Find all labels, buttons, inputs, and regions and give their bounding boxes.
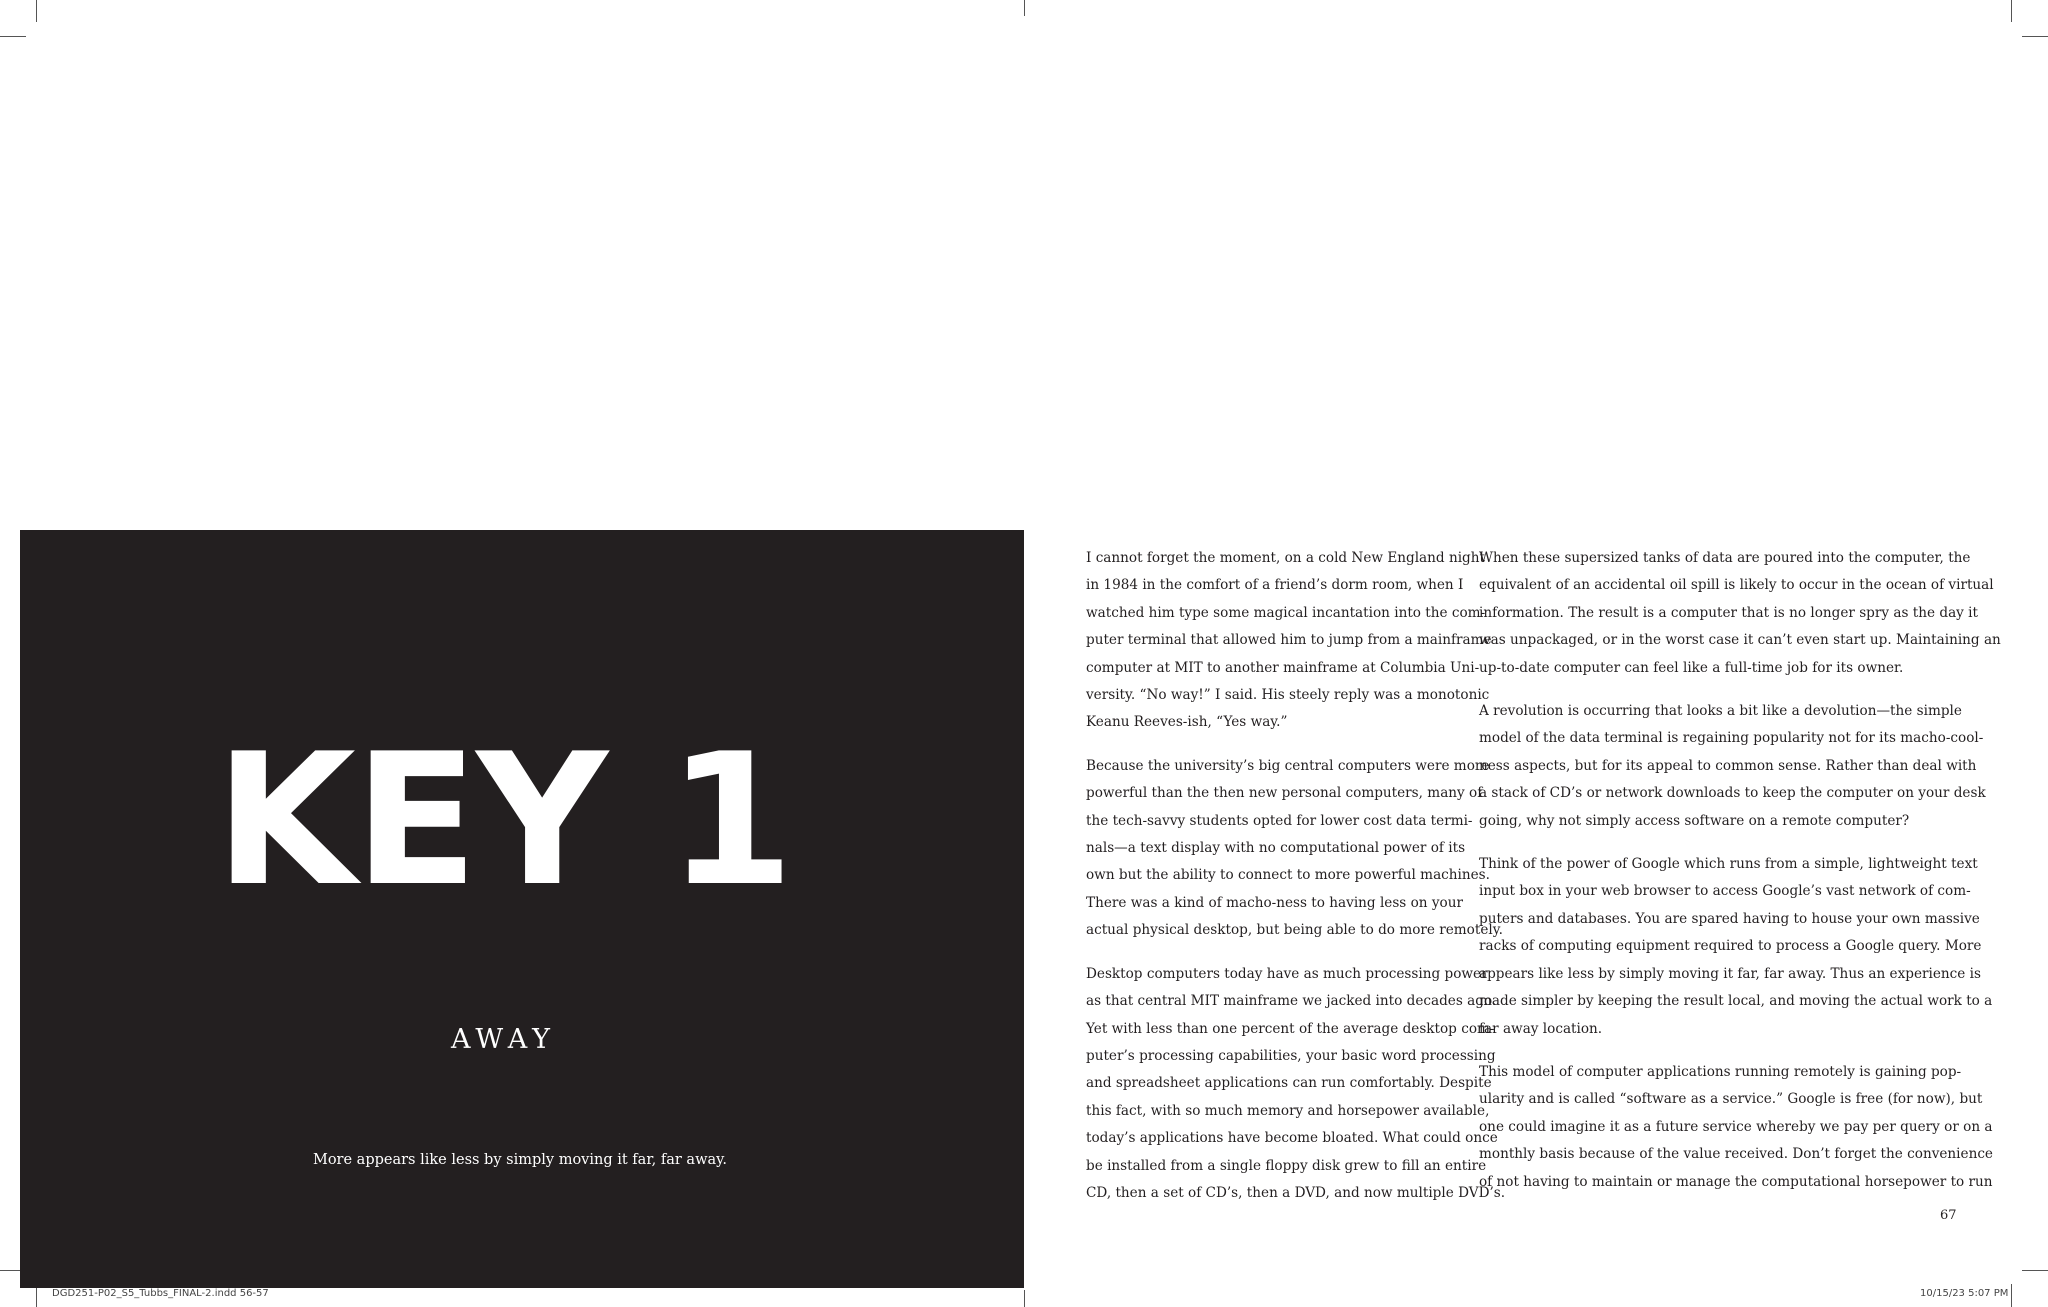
text-line: a stack of CD’s or network downloads to keep the computer on your desk: [1479, 785, 1986, 802]
page-number: 67: [1940, 1208, 1957, 1223]
text-line: puter’s processing capabilities, your basic word processing: [1086, 1047, 1496, 1064]
slug-timestamp: 10/15/23 5:07 PM: [1920, 1288, 2009, 1299]
text-line: CD, then a set of CD’s, then a DVD, and now multiple DVD’s.: [1086, 1184, 1506, 1201]
text-line: was unpackaged, or in the worst case it can’t even start up. Maintaining an: [1479, 632, 2001, 649]
text-line: nals—a text display with no computational power of its: [1086, 840, 1466, 857]
text-line: A revolution is occurring that looks a bit like a devolution—the simple: [1479, 703, 1962, 720]
text-line: input box in your web browser to access Google’s vast network of com-: [1479, 883, 1971, 900]
text-line: Desktop computers today have as much processing power: [1086, 965, 1488, 982]
crop-mark-bottom-right-h: [2022, 1270, 2048, 1271]
body-column-left: [1086, 545, 1506, 1223]
text-line: watched him type some magical incantation into the com-: [1086, 604, 1486, 621]
text-line: this fact, with so much memory and horsepower available,: [1086, 1102, 1490, 1119]
paragraph: [1479, 698, 1986, 835]
text-line: When these supersized tanks of data are poured into the computer, the: [1479, 550, 1971, 566]
key-title: KEY 1: [214, 714, 793, 926]
text-line: own but the ability to connect to more powerful machines.: [1086, 867, 1490, 884]
text-line: made simpler by keeping the result local, and moving the actual work to a: [1479, 993, 1993, 1010]
paragraph: [1479, 1059, 1993, 1196]
text-line: model of the data terminal is regaining popularity not for its macho-cool-: [1479, 730, 1984, 747]
paragraph: [1479, 545, 2001, 682]
text-line: the tech-savvy students opted for lower cost data termi-: [1086, 812, 1473, 829]
paragraph: [1086, 961, 1506, 1208]
text-line: Think of the power of Google which runs from a simple, lightweight text: [1479, 856, 1978, 873]
text-line: information. The result is a computer that is no longer spry as the day it: [1479, 604, 1978, 621]
text-line: equivalent of an accidental oil spill is likely to occur in the ocean of virtual: [1479, 577, 1994, 594]
text-line: ness aspects, but for its appeal to common sense. Rather than deal with: [1479, 757, 1977, 774]
slug-filename: DGD251-P02_S5_Tubbs_FINAL-2.indd 56-57: [52, 1288, 269, 1299]
text-line: There was a kind of macho-ness to having less on your: [1086, 894, 1463, 911]
paragraph: [1086, 753, 1503, 945]
crop-mark-top-right-h: [2022, 36, 2048, 37]
text-line: Yet with less than one percent of the average desktop com-: [1086, 1020, 1495, 1037]
text-line: This model of computer applications running remotely is gaining pop-: [1479, 1063, 1962, 1080]
text-line: today’s applications have become bloated. What could once: [1086, 1130, 1498, 1147]
text-line: computer at MIT to another mainframe at Columbia Uni-: [1086, 659, 1480, 676]
crop-mark-top-right-v: [2011, 0, 2012, 22]
text-line: powerful than the then new personal computers, many of: [1086, 785, 1483, 802]
crop-mark-top-center: [1024, 0, 1025, 16]
text-line: as that central MIT mainframe we jacked into decades ago.: [1086, 993, 1497, 1010]
text-line: Keanu Reeves-ish, “Yes way.”: [1086, 714, 1288, 731]
text-line: be installed from a single floppy disk grew to fill an entire: [1086, 1157, 1487, 1174]
text-line: one could imagine it as a future service whereby we pay per query or on a: [1479, 1118, 1993, 1135]
crop-mark-top-left-v: [36, 0, 37, 22]
key-subtitle: AWAY: [450, 1024, 557, 1055]
text-line: racks of computing equipment required to process a Google query. More: [1479, 938, 1982, 955]
text-line: Because the university’s big central computers were more: [1086, 757, 1490, 774]
text-line: versity. “No way!” I said. His steely reply was a monotonic: [1086, 687, 1490, 704]
crop-mark-top-left-h: [0, 36, 26, 37]
text-line: going, why not simply access software on a remote computer?: [1479, 812, 1910, 829]
paragraph: [1086, 545, 1492, 737]
body-column-right: [1479, 545, 2001, 1212]
text-line: puter terminal that allowed him to jump from a mainframe: [1086, 632, 1492, 649]
text-line: in 1984 in the comfort of a friend’s dorm room, when I: [1086, 577, 1464, 594]
text-line: of not having to maintain or manage the computational horsepower to run: [1479, 1173, 1993, 1190]
text-line: monthly basis because of the value received. Don’t forget the convenience: [1479, 1146, 1993, 1163]
paragraph: [1479, 851, 1993, 1043]
text-line: up-to-date computer can feel like a full-time job for its owner.: [1479, 659, 1904, 676]
text-line: actual physical desktop, but being able to do more remotely.: [1086, 922, 1503, 939]
text-line: ularity and is called “software as a service.” Google is free (for now), but: [1479, 1091, 1983, 1108]
text-line: far away location.: [1479, 1020, 1603, 1037]
text-line: appears like less by simply moving it far, far away. Thus an experience is: [1479, 965, 1981, 982]
key-panel: [20, 530, 1024, 1288]
key-caption: More appears like less by simply moving it far, far away.: [312, 1152, 727, 1168]
crop-mark-bottom-right-v: [2011, 1284, 2012, 1307]
text-line: I cannot forget the moment, on a cold New England night: [1086, 550, 1485, 566]
text-line: puters and databases. You are spared having to house your own massive: [1479, 910, 1980, 927]
crop-mark-bottom-center: [1024, 1290, 1025, 1307]
text-line: and spreadsheet applications can run comfortably. Despite: [1086, 1075, 1492, 1092]
